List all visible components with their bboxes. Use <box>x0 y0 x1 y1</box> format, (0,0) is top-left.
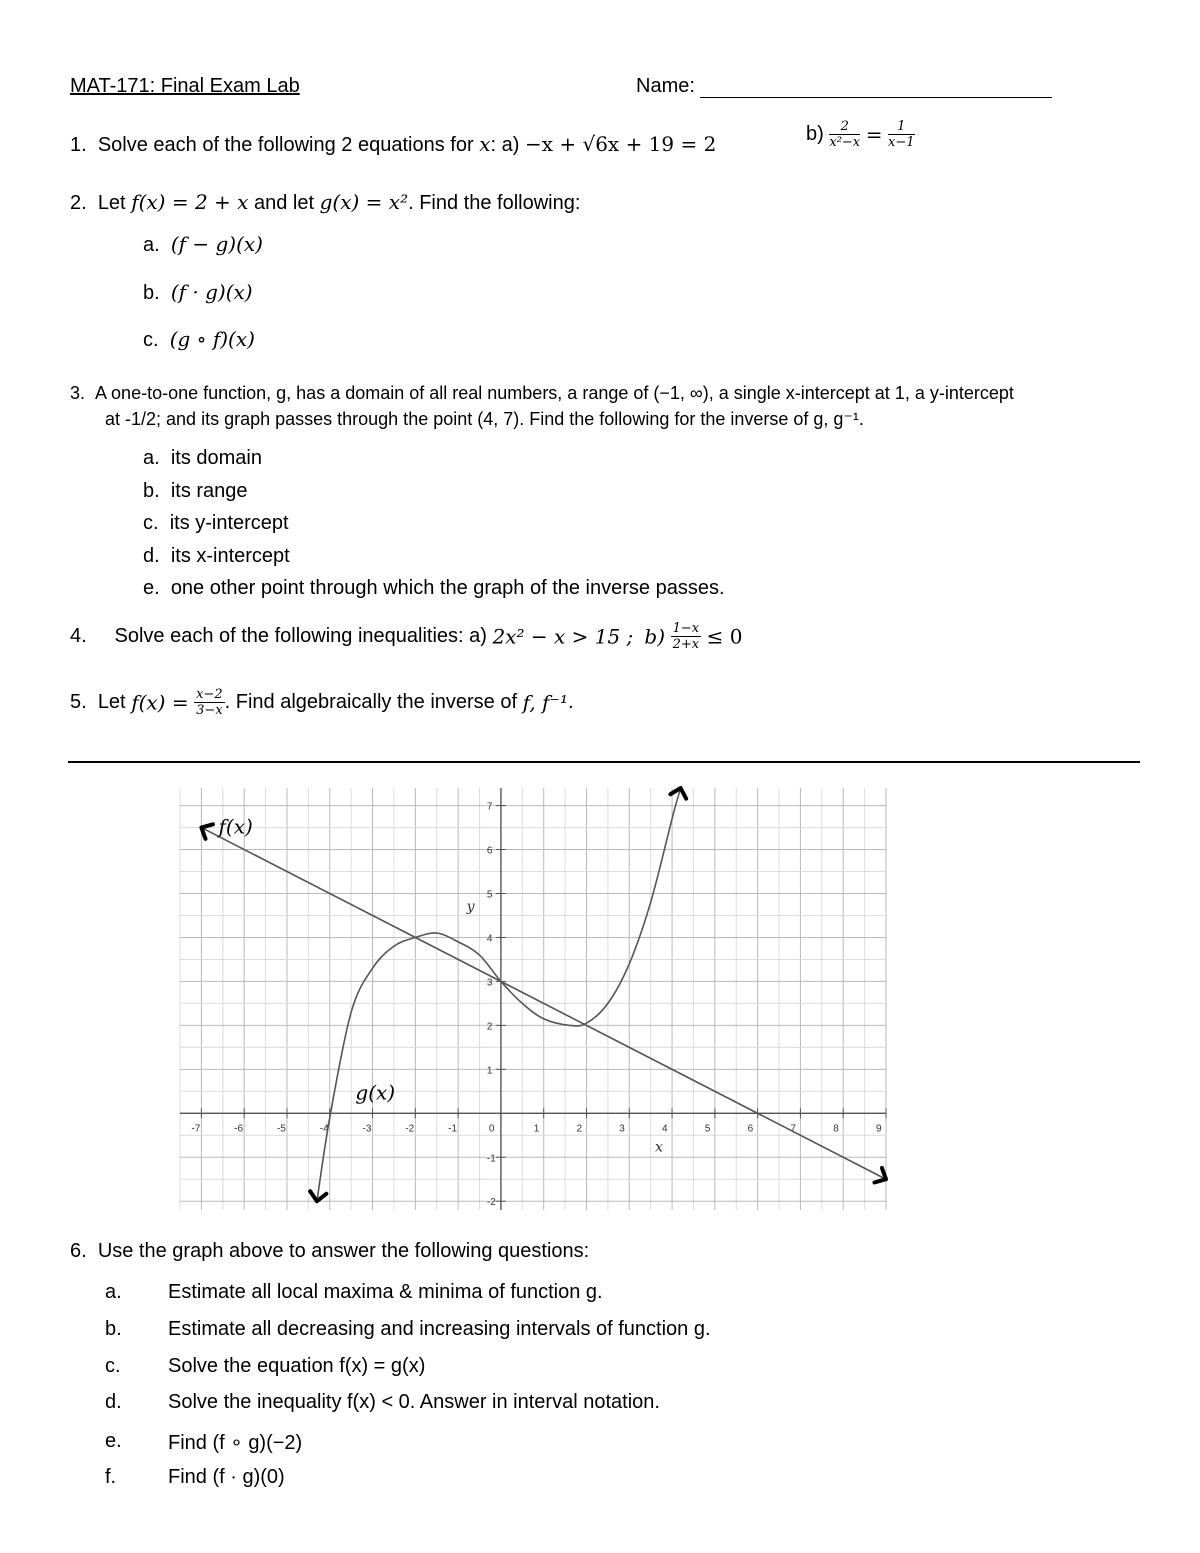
q3-item-a: a. its domain <box>143 447 262 469</box>
q2-g-def: g(x) = x² <box>319 190 409 214</box>
q3-number: 3. <box>70 383 86 403</box>
q6-intro: Use the graph above to answer the following questions: <box>97 1240 590 1262</box>
x-tick-label: -5 <box>276 1123 286 1135</box>
q6-label-b: b. <box>105 1318 122 1340</box>
q6-text-d: Solve the inequality f(x) < 0. Answer in interval notation. <box>168 1391 660 1413</box>
x-tick-label: 8 <box>833 1123 839 1135</box>
f-arrow-right <box>874 1168 886 1183</box>
q3-item-e: e. one other point through which the graph of the inverse passes. <box>143 577 725 599</box>
q4-a-inequality: 2x² − x > 15 ; <box>492 624 634 649</box>
q3-line-1 <box>70 383 1014 404</box>
question-5 <box>70 688 574 717</box>
x-tick-label: 1 <box>533 1123 540 1135</box>
y-tick-label: 5 <box>486 889 493 901</box>
name-field[interactable] <box>636 75 1052 98</box>
q1-colon: : <box>490 134 497 156</box>
q5-number: 5. <box>70 691 87 713</box>
q5-f-lhs: f(x) = <box>131 690 189 715</box>
x-tick-label: 0 <box>488 1123 495 1135</box>
x-tick-label: -2 <box>405 1123 415 1135</box>
q6-text-e: Find (f ∘ g)(−2) <box>168 1432 303 1454</box>
q5-frac: $\frac{x-2}{3-x}$ <box>196 687 223 718</box>
question-1 <box>70 132 716 157</box>
x-tick-label: -6 <box>234 1123 244 1135</box>
question-4 <box>70 622 743 651</box>
x-tick-label: 9 <box>876 1123 882 1135</box>
q1-b-frac2: $\frac{1}{x-1}$ <box>888 119 915 150</box>
q6-text-c: Solve the equation f(x) = g(x) <box>168 1355 426 1377</box>
course-title: MAT-171: Final Exam Lab <box>70 75 300 97</box>
function-graph <box>170 786 892 1214</box>
q4-number: 4. <box>70 625 87 647</box>
x-tick-label: -3 <box>362 1123 372 1135</box>
q3-item-b: b. its range <box>143 480 248 502</box>
name-blank[interactable] <box>700 77 1052 98</box>
q2-item-c: c. (g ∘ f)(x) <box>143 327 255 351</box>
question-2 <box>70 190 580 215</box>
y-axis-label: y <box>466 899 475 916</box>
section-divider <box>68 761 1140 763</box>
x-tick-label: 4 <box>662 1123 668 1135</box>
q5-end: . <box>567 691 574 713</box>
y-tick-label: 1 <box>486 1065 493 1077</box>
q1-text: Solve each of the following 2 equations for <box>97 134 474 156</box>
q2-text-2: and let <box>254 192 315 214</box>
y-tick-label: 6 <box>486 845 493 857</box>
q5-inverse: f, f⁻¹ <box>522 690 568 715</box>
q2-item-a: a. (f − g)(x) <box>143 232 263 256</box>
q6-label-d: d. <box>105 1391 122 1413</box>
q6-label-f: f. <box>105 1466 117 1488</box>
q1-a-equation: −x + √6x + 19 = 2 <box>524 132 717 156</box>
y-tick-label: -2 <box>486 1197 496 1209</box>
q4-b-label: b) <box>644 624 666 649</box>
q1-b <box>806 120 915 149</box>
q6-label-e: e. <box>105 1430 122 1452</box>
question-6 <box>70 1240 589 1263</box>
x-tick-label: 3 <box>619 1123 625 1135</box>
x-tick-label: 6 <box>747 1123 754 1135</box>
q6-number: 6. <box>70 1240 87 1262</box>
q6-text-a: Estimate all local maxima & minima of function g. <box>168 1281 603 1303</box>
q6-text-b: Estimate all decreasing and increasing intervals of function g. <box>168 1318 711 1340</box>
q5-text-2: . Find algebraically the inverse of <box>224 691 518 713</box>
q1-var: x <box>479 132 491 156</box>
q1-a-label: a) <box>501 134 520 156</box>
x-tick-label: 2 <box>576 1123 583 1135</box>
q3-text-1: A one-to-one function, g, has a domain of all real numbers, a range of (−1, ∞), a single x-intercept at 1, a y-intercept <box>95 383 1014 403</box>
q6-label-a: a. <box>105 1281 122 1303</box>
y-tick-label: 3 <box>486 977 493 989</box>
y-tick-label: 7 <box>486 801 493 813</box>
q1-number: 1. <box>70 134 87 156</box>
q1-b-frac1: $\frac{2}{\text{x²−x}}$ <box>829 119 861 150</box>
q4-b-rest: ≤ 0 <box>706 624 743 649</box>
label-g: g(x) <box>355 1080 396 1105</box>
y-tick-label: 4 <box>486 933 493 945</box>
q2-f-def: f(x) = 2 + x <box>131 190 249 214</box>
q1-b-label: b) <box>806 123 824 145</box>
x-tick-label: -7 <box>191 1123 201 1135</box>
q5-text-1: Let <box>97 691 126 713</box>
x-axis-label: x <box>654 1139 663 1156</box>
q3-line-2: at -1/2; and its graph passes through the point (4, 7). Find the following for the inverse of g, g⁻¹. <box>105 409 864 429</box>
q3-item-d: d. its x-intercept <box>143 545 290 567</box>
name-label: Name: <box>636 75 695 97</box>
q4-text: Solve each of the following inequalities: a) <box>114 625 487 647</box>
q2-text-3: . Find the following: <box>408 192 581 214</box>
q3-item-c: c. its y-intercept <box>143 512 289 534</box>
label-f: f(x) <box>218 814 253 839</box>
q1-b-equals: = <box>865 122 883 147</box>
f-arrow-left <box>201 824 213 839</box>
x-tick-label: -4 <box>319 1123 329 1135</box>
q2-item-b: b. (f · g)(x) <box>143 280 253 304</box>
x-tick-label: 7 <box>790 1123 796 1135</box>
q4-b-frac: $\frac{1-x}{2+x}$ <box>672 621 700 652</box>
x-tick-label: 5 <box>704 1123 711 1135</box>
y-tick-label: 2 <box>486 1021 493 1033</box>
q2-text-1: Let <box>97 192 126 214</box>
y-tick-label: -1 <box>486 1153 496 1165</box>
q2-number: 2. <box>70 192 87 214</box>
q6-label-c: c. <box>105 1355 121 1377</box>
x-tick-label: -1 <box>448 1123 458 1135</box>
q6-text-f: Find (f · g)(0) <box>168 1466 285 1488</box>
